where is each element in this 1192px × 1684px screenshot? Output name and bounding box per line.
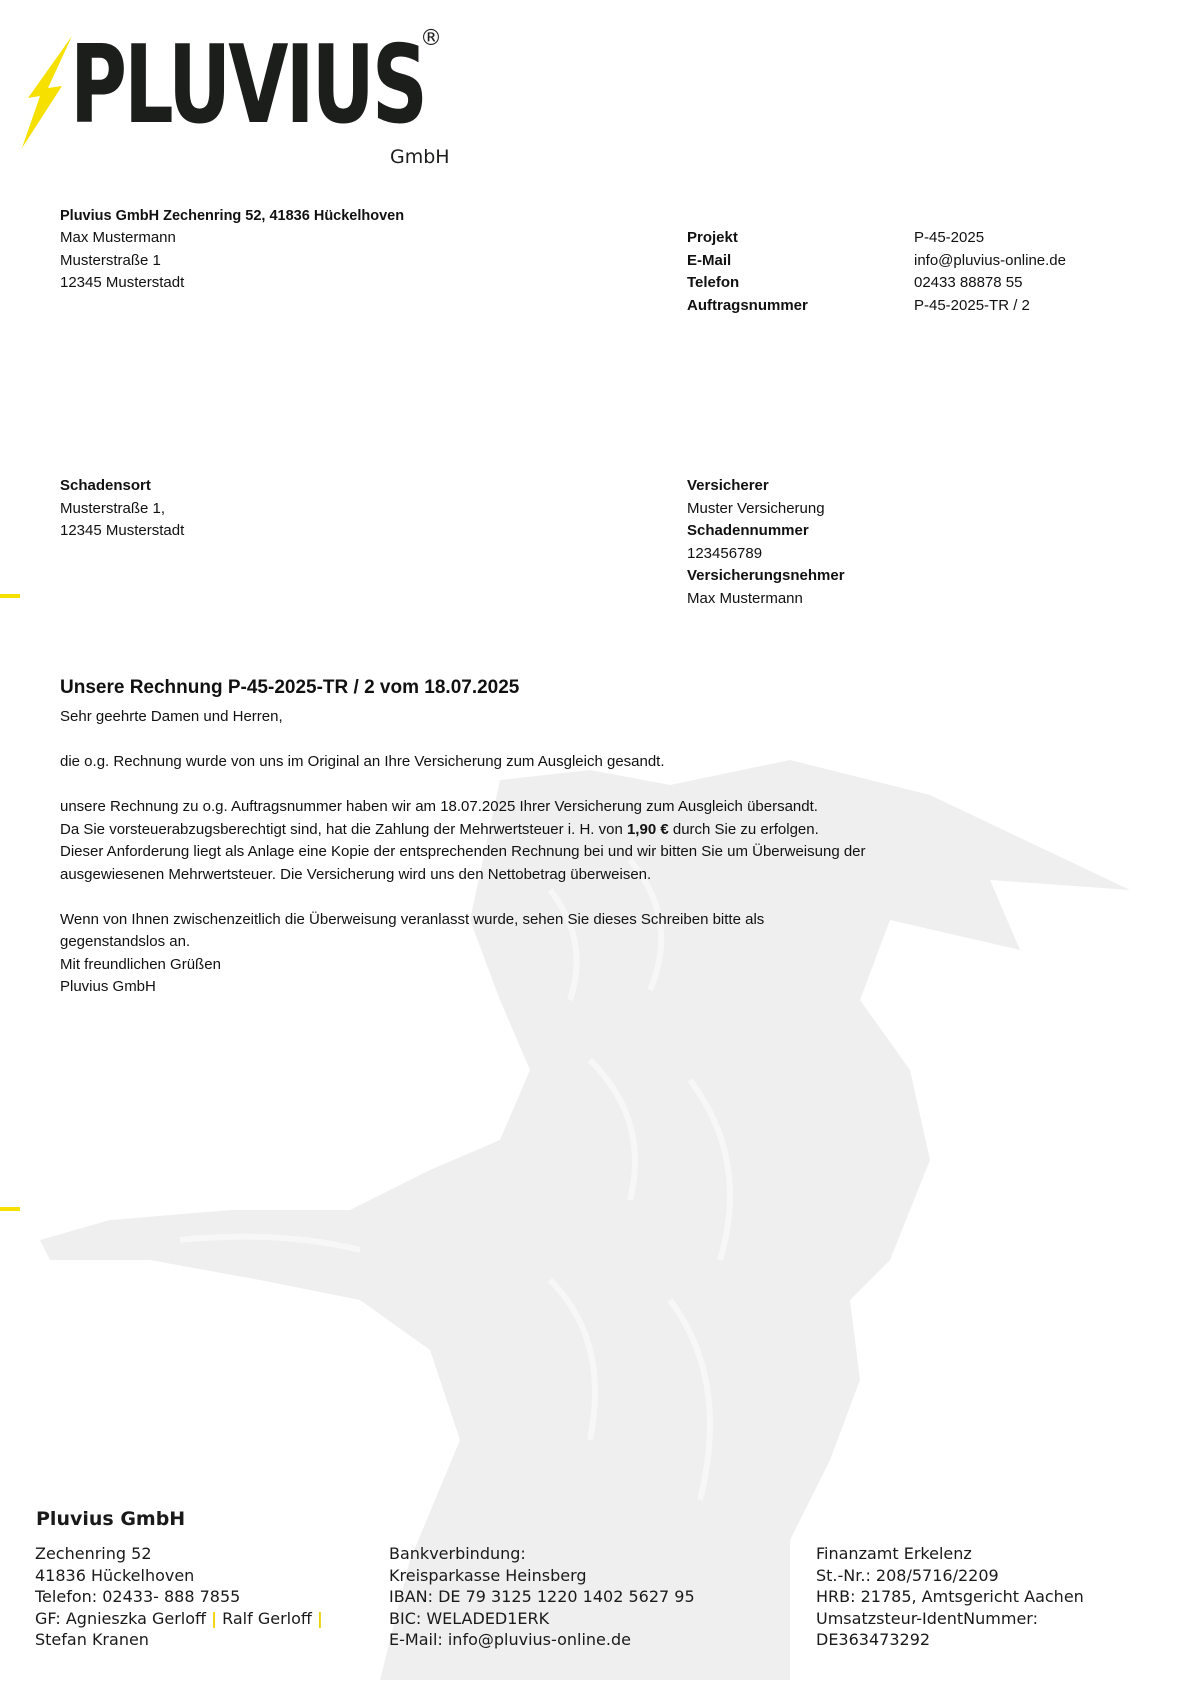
paragraph-line: unsere Rechnung zu o.g. Auftragsnummer haben wir am 18.07.2025 Ihrer Versicherung zum Ausgleich übersandt. <box>60 798 818 815</box>
recipient-address <box>60 227 184 295</box>
fold-mark <box>0 1207 20 1211</box>
footer-line: E-Mail: info@pluvius-online.de <box>389 1630 631 1649</box>
meta-value: P-45-2025-TR / 2 <box>914 296 1030 314</box>
insurer-value: Muster Versicherung <box>687 499 825 517</box>
manager-name: Ralf Gerloff <box>222 1608 312 1628</box>
footer-line: Finanzamt Erkelenz <box>816 1544 972 1563</box>
separator: | <box>211 1608 217 1628</box>
manager-name: GF: Agnieszka Gerloff <box>35 1608 207 1628</box>
meta-key: E-Mail <box>687 251 732 269</box>
insurance-block <box>687 475 845 610</box>
footer-line: IBAN: DE 79 3125 1220 1402 5627 95 <box>389 1587 695 1606</box>
registered-mark: ® <box>420 26 442 51</box>
footer-line: Umsatzsteur-IdentNummer: <box>816 1608 1038 1628</box>
footer-line: HRB: 21785, Amtsgericht Aachen <box>816 1587 1084 1606</box>
meta-row-email <box>687 250 1066 273</box>
manager-name: Stefan Kranen <box>35 1630 149 1649</box>
footer-line: Kreisparkasse Heinsberg <box>389 1565 587 1585</box>
meta-value: info@pluvius-online.de <box>914 251 1066 269</box>
meta-row-phone <box>687 272 1066 295</box>
company-logo <box>22 22 452 172</box>
vat-amount: 1,90 € <box>626 820 669 838</box>
footer-company: Pluvius GmbH <box>36 1508 186 1530</box>
claim-value: 123456789 <box>687 544 763 562</box>
damage-location-block <box>60 475 184 543</box>
recipient-name: Max Mustermann <box>60 229 176 246</box>
footer-line: St.-Nr.: 208/5716/2209 <box>816 1565 999 1585</box>
meta-value: P-45-2025 <box>914 229 985 246</box>
footer-line: DE363473292 <box>816 1630 931 1649</box>
paragraph-line: ausgewiesenen Mehrwertsteuer. Die Versicherung wird uns den Nettobetrag überweisen. <box>60 865 652 883</box>
reference-block <box>687 227 1066 317</box>
paragraph-line: Wenn von Ihnen zwischenzeitlich die Überweisung veranlasst wurde, sehen Sie dieses Schreiben bitte als <box>60 910 765 928</box>
letter-subject: Unsere Rechnung P-45-2025-TR / 2 vom 18.07.2025 <box>60 677 520 698</box>
letter-body <box>60 706 960 999</box>
paragraph-line: gegenstandslos an. <box>60 933 191 950</box>
holder-label: Versicherungsnehmer <box>687 567 845 584</box>
sender-line: Pluvius GmbH Zechenring 52, 41836 Hückelhoven <box>60 208 405 224</box>
paragraph-line: Dieser Anforderung liegt als Anlage eine Kopie der entsprechenden Rechnung bei und wir bitten Sie um Überweisung der <box>60 843 866 860</box>
holder-value: Max Mustermann <box>687 589 803 607</box>
logo-suffix: GmbH <box>390 146 450 168</box>
insurer-label: Versicherer <box>687 477 769 494</box>
footer-line: BIC: WELADED1ERK <box>389 1608 550 1628</box>
damage-location-line: Musterstraße 1, <box>60 499 166 517</box>
damage-location-label: Schadensort <box>60 477 151 494</box>
footer-managers <box>35 1608 323 1630</box>
meta-row-project <box>687 227 1066 250</box>
fold-mark <box>0 594 20 598</box>
text-span: Da Sie vorsteuerabzugsberechtigt sind, hat die Zahlung der Mehrwertsteuer i. H. von <box>60 820 627 838</box>
footer-line: Zechenring 52 <box>35 1544 152 1563</box>
damage-location-line: 12345 Musterstadt <box>60 522 185 539</box>
signature: Pluvius GmbH <box>60 978 156 995</box>
footer-address-column <box>35 1543 323 1651</box>
paragraph: die o.g. Rechnung wurde von uns im Original an Ihre Versicherung zum Ausgleich gesandt. <box>60 753 665 770</box>
claim-label: Schadennummer <box>687 522 809 539</box>
paragraph-line <box>60 819 960 842</box>
separator: | <box>317 1608 323 1628</box>
recipient-street: Musterstraße 1 <box>60 251 161 269</box>
recipient-city: 12345 Musterstadt <box>60 274 185 291</box>
meta-key: Auftragsnummer <box>687 296 808 314</box>
meta-value: 02433 88878 55 <box>914 274 1023 291</box>
footer-line: Bankverbindung: <box>389 1544 526 1563</box>
footer-line: Telefon: 02433- 888 7855 <box>35 1587 241 1606</box>
meta-row-order-number <box>687 295 1066 318</box>
text-span: durch Sie zu erfolgen. <box>668 820 819 838</box>
meta-key: Telefon <box>687 274 740 291</box>
footer-bank-column <box>389 1543 695 1651</box>
closing: Mit freundlichen Grüßen <box>60 955 221 973</box>
meta-key: Projekt <box>687 229 738 246</box>
footer-line: 41836 Hückelhoven <box>35 1565 195 1585</box>
greeting: Sehr geehrte Damen und Herren, <box>60 708 283 725</box>
footer-tax-column <box>816 1543 1084 1651</box>
logo-wordmark: PLUVIUS <box>70 23 426 148</box>
